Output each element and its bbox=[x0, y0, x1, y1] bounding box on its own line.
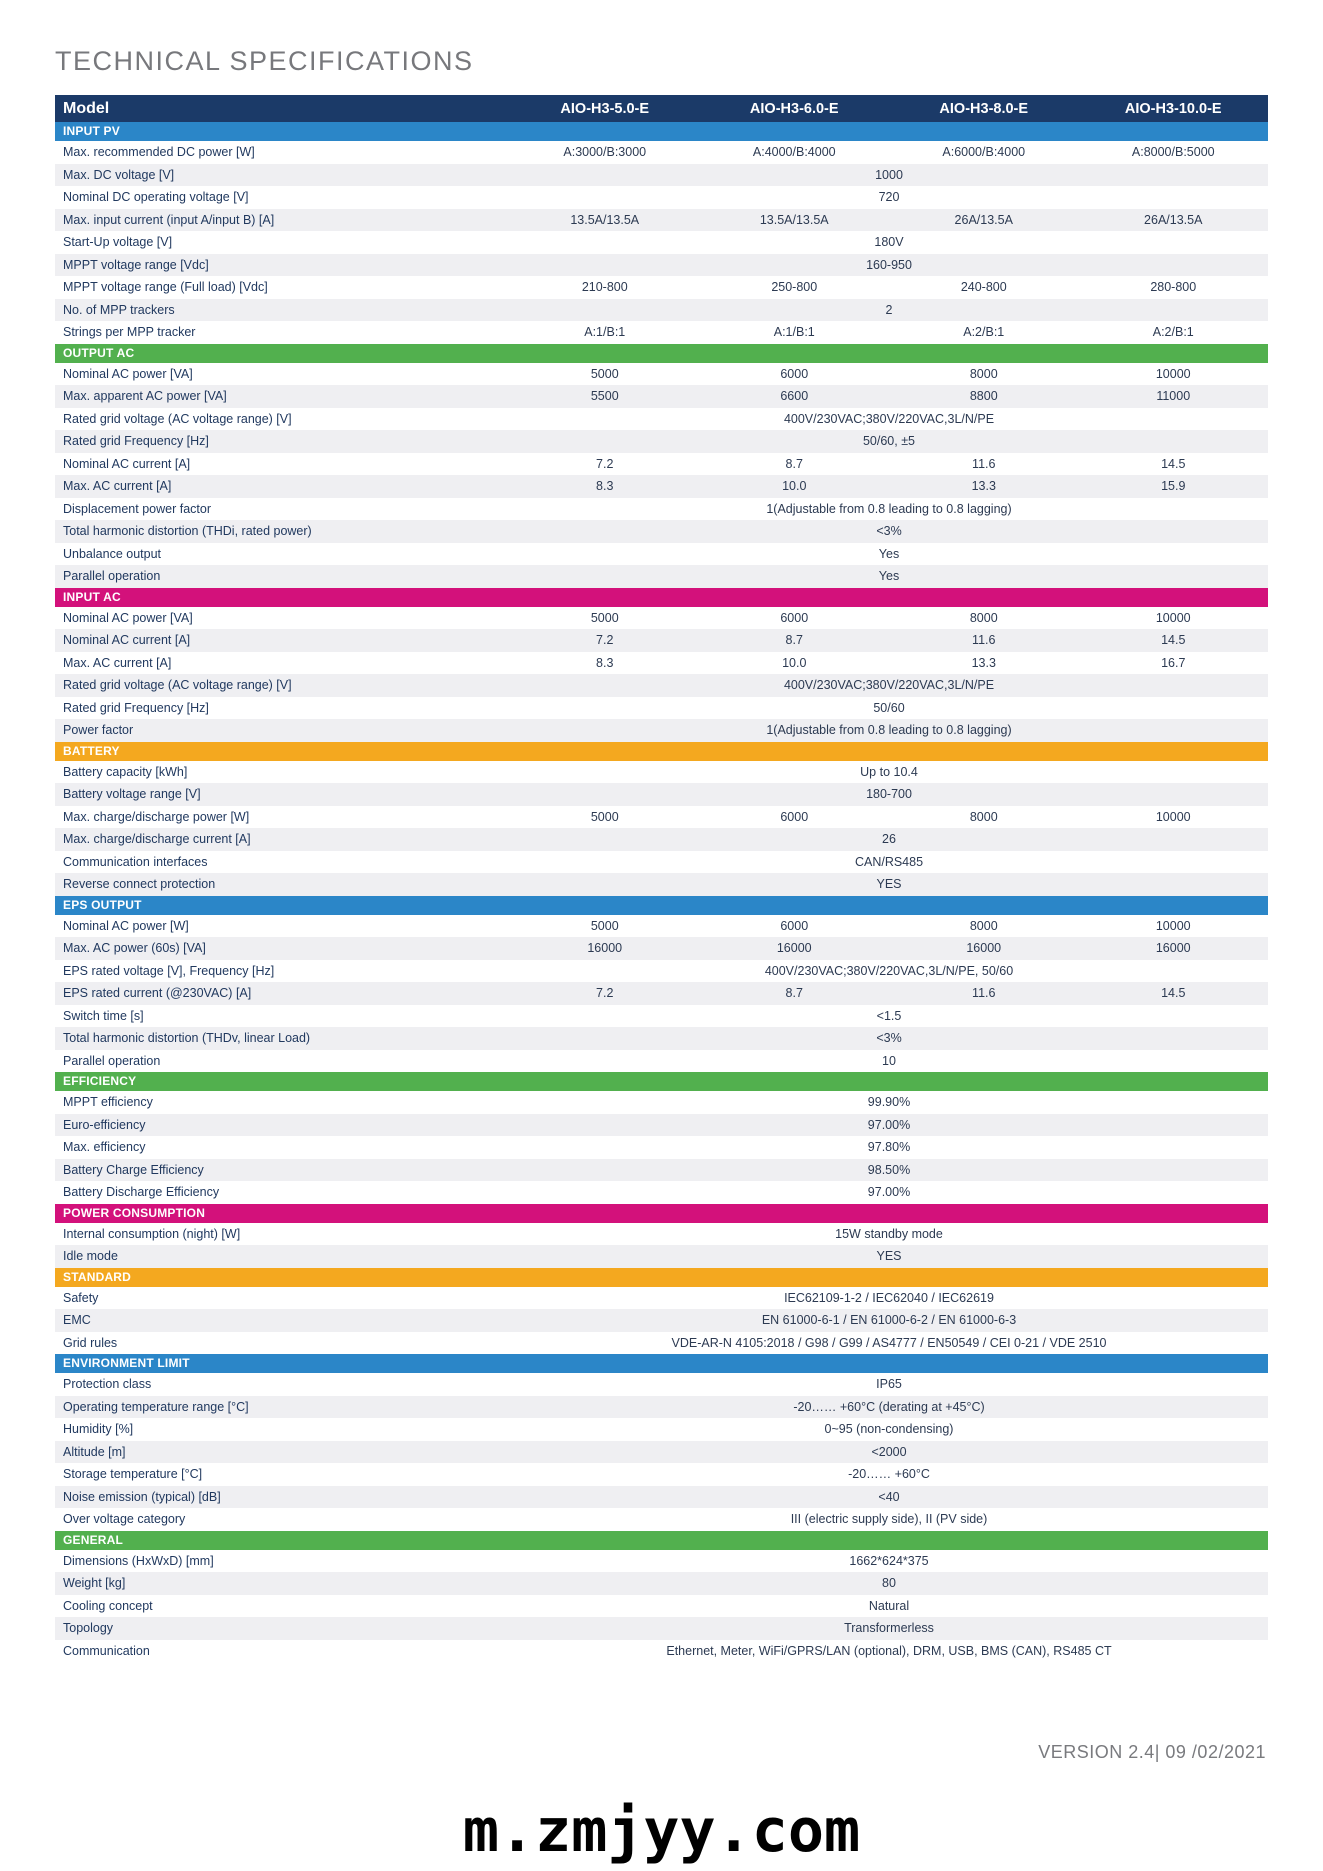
table-row bbox=[55, 1373, 1268, 1396]
row-merged-value: 400V/230VAC;380V/220VAC,3L/N/PE bbox=[783, 678, 995, 693]
row-label: Unbalance output bbox=[63, 546, 161, 561]
row-label: Rated grid voltage (AC voltage range) [V] bbox=[63, 678, 292, 693]
section-header-output-ac: OUTPUT AC bbox=[55, 344, 1268, 363]
table-row bbox=[55, 1617, 1268, 1640]
table-row bbox=[55, 719, 1268, 742]
row-merged-value: <3% bbox=[876, 524, 902, 539]
row-label: Communication interfaces bbox=[63, 854, 208, 869]
row-label: Humidity [%] bbox=[63, 1422, 134, 1437]
row-value: 26A/13.5A bbox=[1144, 212, 1203, 227]
row-label: Max. charge/discharge current [A] bbox=[63, 832, 251, 847]
table-row bbox=[55, 1136, 1268, 1159]
row-merged-value: Ethernet, Meter, WiFi/GPRS/LAN (optional), DRM, USB, BMS (CAN), RS485 CT bbox=[666, 1643, 1112, 1658]
section-header-eps-output: EPS OUTPUT bbox=[55, 896, 1268, 915]
row-label: Max. DC voltage [V] bbox=[63, 167, 175, 182]
table-row bbox=[55, 697, 1268, 720]
row-value: 14.5 bbox=[1161, 456, 1186, 471]
row-value: 5000 bbox=[590, 809, 619, 824]
table-row bbox=[55, 1550, 1268, 1573]
row-label: Displacement power factor bbox=[63, 501, 211, 516]
row-label: Max. efficiency bbox=[63, 1140, 146, 1155]
row-label: Idle mode bbox=[63, 1249, 118, 1264]
table-row bbox=[55, 1396, 1268, 1419]
version-text: VERSION 2.4| 09 /02/2021 bbox=[1038, 1742, 1266, 1762]
row-merged-value: 97.80% bbox=[867, 1140, 911, 1155]
section-header-power-consumption: POWER CONSUMPTION bbox=[55, 1204, 1268, 1223]
row-merged-value: <40 bbox=[878, 1489, 900, 1504]
table-row bbox=[55, 1027, 1268, 1050]
table-row bbox=[55, 164, 1268, 187]
row-label: Grid rules bbox=[63, 1335, 118, 1350]
row-values bbox=[510, 280, 1268, 294]
row-value: 5000 bbox=[590, 610, 619, 625]
row-values bbox=[510, 367, 1268, 381]
table-row bbox=[55, 209, 1268, 232]
row-label: Dimensions (HxWxD) [mm] bbox=[63, 1553, 214, 1568]
row-value: 11000 bbox=[1156, 389, 1191, 404]
row-merged-value: Natural bbox=[868, 1598, 910, 1613]
row-value: 10000 bbox=[1155, 610, 1191, 625]
row-label: Total harmonic distortion (THDi, rated power) bbox=[63, 524, 312, 539]
model-header-columns bbox=[510, 101, 1268, 117]
row-merged-value: 1(Adjustable from 0.8 leading to 0.8 lagging) bbox=[766, 723, 1012, 738]
row-value: 8000 bbox=[969, 610, 998, 625]
row-values bbox=[510, 457, 1268, 471]
row-label: Switch time [s] bbox=[63, 1008, 144, 1023]
table-row bbox=[55, 674, 1268, 697]
row-merged-value: VDE-AR-N 4105:2018 / G98 / G99 / AS4777 / EN50549 / CEI 0-21 / VDE 2510 bbox=[671, 1335, 1107, 1350]
row-value: A:2/B:1 bbox=[963, 325, 1005, 340]
table-row bbox=[55, 1159, 1268, 1182]
table-row bbox=[55, 1114, 1268, 1137]
table-row bbox=[55, 1595, 1268, 1618]
row-label: Rated grid voltage (AC voltage range) [V] bbox=[63, 411, 292, 426]
table-row bbox=[55, 1005, 1268, 1028]
row-merged-value: 0~95 (non-condensing) bbox=[824, 1422, 954, 1437]
row-value: 13.5A/13.5A bbox=[570, 212, 640, 227]
row-label: Battery Charge Efficiency bbox=[63, 1162, 204, 1177]
row-values bbox=[510, 389, 1268, 403]
row-value: A:6000/B:4000 bbox=[942, 145, 1026, 160]
table-row bbox=[55, 231, 1268, 254]
row-value: 8000 bbox=[969, 366, 998, 381]
table-row bbox=[55, 1441, 1268, 1464]
row-value: 10.0 bbox=[782, 655, 807, 670]
table-row bbox=[55, 430, 1268, 453]
table-row bbox=[55, 1640, 1268, 1663]
table-row bbox=[55, 806, 1268, 829]
table-row bbox=[55, 960, 1268, 983]
spec-table bbox=[55, 95, 1268, 1662]
row-label: Nominal DC operating voltage [V] bbox=[63, 190, 249, 205]
table-row bbox=[55, 141, 1268, 164]
table-row bbox=[55, 498, 1268, 521]
table-row bbox=[55, 873, 1268, 896]
table-row bbox=[55, 915, 1268, 938]
row-merged-value: 50/60, ±5 bbox=[862, 434, 916, 449]
model-header-row bbox=[55, 95, 1268, 122]
table-row bbox=[55, 520, 1268, 543]
row-label: Reverse connect protection bbox=[63, 877, 216, 892]
section-header-input-pv: INPUT PV bbox=[55, 122, 1268, 141]
table-row bbox=[55, 1486, 1268, 1509]
section-header-battery: BATTERY bbox=[55, 742, 1268, 761]
row-label: No. of MPP trackers bbox=[63, 302, 175, 317]
row-value: A:1/B:1 bbox=[584, 325, 626, 340]
row-value: 6000 bbox=[780, 610, 809, 625]
table-row bbox=[55, 565, 1268, 588]
table-row bbox=[55, 851, 1268, 874]
row-merged-value: 80 bbox=[882, 1576, 896, 1591]
row-merged-value: 15W standby mode bbox=[835, 1226, 943, 1241]
table-row bbox=[55, 475, 1268, 498]
row-label: EPS rated voltage [V], Frequency [Hz] bbox=[63, 963, 275, 978]
row-label: Weight [kg] bbox=[63, 1576, 126, 1591]
row-label: MPPT voltage range [Vdc] bbox=[63, 257, 209, 272]
table-row bbox=[55, 783, 1268, 806]
row-merged-value: 180-700 bbox=[866, 787, 912, 802]
table-row bbox=[55, 276, 1268, 299]
row-value: 8800 bbox=[969, 389, 998, 404]
table-row bbox=[55, 607, 1268, 630]
section-header-general: GENERAL bbox=[55, 1531, 1268, 1550]
row-merged-value: 160-950 bbox=[866, 257, 912, 272]
row-value: 5000 bbox=[590, 918, 619, 933]
row-merged-value: YES bbox=[876, 1249, 902, 1264]
table-row bbox=[55, 254, 1268, 277]
row-value: 10000 bbox=[1155, 809, 1191, 824]
row-value: 6600 bbox=[780, 389, 809, 404]
row-value: 14.5 bbox=[1161, 633, 1186, 648]
row-label: Euro-efficiency bbox=[63, 1117, 146, 1132]
row-label: Max. charge/discharge power [W] bbox=[63, 809, 250, 824]
row-value: 8000 bbox=[969, 809, 998, 824]
row-value: A:4000/B:4000 bbox=[752, 145, 836, 160]
table-row bbox=[55, 1181, 1268, 1204]
table-row bbox=[55, 828, 1268, 851]
row-label: Max. recommended DC power [W] bbox=[63, 145, 255, 160]
row-value: A:2/B:1 bbox=[1152, 325, 1194, 340]
row-label: Cooling concept bbox=[63, 1598, 153, 1613]
table-row bbox=[55, 937, 1268, 960]
table-row bbox=[55, 363, 1268, 386]
row-values bbox=[510, 656, 1268, 670]
spec-table-body bbox=[55, 122, 1268, 1662]
row-value: 210-800 bbox=[581, 280, 628, 295]
row-label: MPPT efficiency bbox=[63, 1095, 153, 1110]
row-value: A:1/B:1 bbox=[773, 325, 815, 340]
table-row bbox=[55, 982, 1268, 1005]
table-row bbox=[55, 321, 1268, 344]
section-header-input-ac: INPUT AC bbox=[55, 588, 1268, 607]
row-value: 11.6 bbox=[972, 986, 996, 1001]
row-value: 8.3 bbox=[596, 655, 614, 670]
row-merged-value: Yes bbox=[878, 569, 900, 584]
row-label: Nominal AC power [VA] bbox=[63, 610, 193, 625]
table-row bbox=[55, 385, 1268, 408]
row-label: Over voltage category bbox=[63, 1512, 186, 1527]
row-value: 10000 bbox=[1155, 918, 1191, 933]
row-merged-value: 180V bbox=[874, 235, 904, 250]
row-value: 8.3 bbox=[596, 479, 614, 494]
row-merged-value: -20…… +60°C (derating at +45°C) bbox=[793, 1399, 985, 1414]
row-label: EMC bbox=[63, 1313, 91, 1328]
row-label: Safety bbox=[63, 1290, 99, 1305]
row-value: 10.0 bbox=[782, 479, 807, 494]
row-merged-value: 1662*624*375 bbox=[849, 1553, 929, 1568]
model-column-header: AIO-H3-6.0-E bbox=[749, 100, 839, 117]
table-row bbox=[55, 453, 1268, 476]
row-value: 11.6 bbox=[972, 456, 996, 471]
model-header-label: Model bbox=[63, 99, 110, 117]
row-merged-value: <3% bbox=[876, 1031, 902, 1046]
table-row bbox=[55, 1572, 1268, 1595]
row-label: Nominal AC current [A] bbox=[63, 456, 191, 471]
row-value: 7.2 bbox=[596, 456, 614, 471]
table-row bbox=[55, 1091, 1268, 1114]
row-values bbox=[510, 325, 1268, 339]
table-row bbox=[55, 1309, 1268, 1332]
row-value: 8.7 bbox=[785, 633, 803, 648]
row-value: 240-800 bbox=[960, 280, 1007, 295]
row-merged-value: 26 bbox=[882, 832, 896, 847]
section-header-efficiency: EFFICIENCY bbox=[55, 1072, 1268, 1091]
row-value: 13.3 bbox=[971, 655, 996, 670]
row-label: Operating temperature range [°C] bbox=[63, 1399, 249, 1414]
row-values bbox=[510, 145, 1268, 159]
row-values bbox=[510, 611, 1268, 625]
row-merged-value: -20…… +60°C bbox=[848, 1467, 930, 1482]
row-merged-value: Transformerless bbox=[844, 1621, 934, 1636]
row-merged-value: IEC62109-1-2 / IEC62040 / IEC62619 bbox=[784, 1290, 994, 1305]
table-row bbox=[55, 761, 1268, 784]
row-value: 5000 bbox=[590, 366, 619, 381]
row-merged-value: Up to 10.4 bbox=[860, 764, 918, 779]
row-value: 6000 bbox=[780, 809, 809, 824]
row-label: MPPT voltage range (Full load) [Vdc] bbox=[63, 280, 268, 295]
row-label: Nominal AC power [W] bbox=[63, 918, 189, 933]
row-label: Communication bbox=[63, 1643, 150, 1658]
row-merged-value: 400V/230VAC;380V/220VAC,3L/N/PE bbox=[783, 411, 995, 426]
row-label: Topology bbox=[63, 1621, 114, 1636]
row-merged-value: 97.00% bbox=[867, 1117, 911, 1132]
row-label: Nominal AC power [VA] bbox=[63, 366, 193, 381]
row-label: Max. AC current [A] bbox=[63, 479, 172, 494]
table-row bbox=[55, 1245, 1268, 1268]
row-value: 26A/13.5A bbox=[954, 212, 1013, 227]
row-value: 6000 bbox=[780, 366, 809, 381]
model-column-header: AIO-H3-8.0-E bbox=[939, 100, 1029, 117]
table-row bbox=[55, 1287, 1268, 1310]
row-label: Battery capacity [kWh] bbox=[63, 764, 188, 779]
row-label: Altitude [m] bbox=[63, 1444, 126, 1459]
row-merged-value: 10 bbox=[882, 1053, 896, 1068]
table-row bbox=[55, 1332, 1268, 1355]
row-label: Nominal AC current [A] bbox=[63, 633, 191, 648]
row-values bbox=[510, 213, 1268, 227]
table-row bbox=[55, 1223, 1268, 1246]
table-row bbox=[55, 629, 1268, 652]
table-row bbox=[55, 543, 1268, 566]
table-row bbox=[55, 186, 1268, 209]
row-value: 6000 bbox=[780, 918, 809, 933]
row-merged-value: 720 bbox=[878, 190, 900, 205]
row-values bbox=[510, 919, 1268, 933]
row-value: 16000 bbox=[587, 941, 623, 956]
row-merged-value: <1.5 bbox=[876, 1008, 902, 1023]
table-row bbox=[55, 652, 1268, 675]
table-row bbox=[55, 299, 1268, 322]
row-merged-value: CAN/RS485 bbox=[854, 854, 924, 869]
row-label: Max. apparent AC power [VA] bbox=[63, 389, 227, 404]
watermark-text: m.zmjyy.com bbox=[462, 1796, 861, 1866]
row-label: Storage temperature [°C] bbox=[63, 1467, 203, 1482]
row-merged-value: <2000 bbox=[871, 1444, 907, 1459]
row-label: Strings per MPP tracker bbox=[63, 325, 196, 340]
row-label: Parallel operation bbox=[63, 569, 161, 584]
model-column-header: AIO-H3-10.0-E bbox=[1124, 100, 1222, 117]
row-value: 8.7 bbox=[785, 456, 803, 471]
table-row bbox=[55, 1050, 1268, 1073]
table-row bbox=[55, 1508, 1268, 1531]
row-value: 250-800 bbox=[771, 280, 818, 295]
row-value: 5500 bbox=[590, 389, 619, 404]
row-merged-value: YES bbox=[876, 877, 902, 892]
row-label: EPS rated current (@230VAC) [A] bbox=[63, 986, 252, 1001]
table-row bbox=[55, 1463, 1268, 1486]
model-column-header: AIO-H3-5.0-E bbox=[560, 100, 650, 117]
row-value: 7.2 bbox=[596, 633, 614, 648]
row-merged-value: 50/60 bbox=[873, 700, 905, 715]
table-row bbox=[55, 408, 1268, 431]
row-label: Max. AC current [A] bbox=[63, 655, 172, 670]
row-value: 8.7 bbox=[785, 986, 803, 1001]
row-label: Power factor bbox=[63, 723, 134, 738]
row-value: A:8000/B:5000 bbox=[1131, 145, 1215, 160]
row-values bbox=[510, 986, 1268, 1000]
row-merged-value: III (electric supply side), II (PV side) bbox=[790, 1512, 988, 1527]
row-label: Battery voltage range [V] bbox=[63, 787, 201, 802]
row-merged-value: 1000 bbox=[875, 167, 903, 182]
row-label: Max. input current (input A/input B) [A] bbox=[63, 212, 275, 227]
row-value: 11.6 bbox=[972, 633, 996, 648]
row-value: 10000 bbox=[1155, 366, 1191, 381]
row-label: Max. AC power (60s) [VA] bbox=[63, 941, 206, 956]
row-values bbox=[510, 810, 1268, 824]
section-header-standard: STANDARD bbox=[55, 1268, 1268, 1287]
row-merged-value: 2 bbox=[885, 302, 893, 317]
row-merged-value: 1(Adjustable from 0.8 leading to 0.8 lagging) bbox=[766, 501, 1012, 516]
row-label: Noise emission (typical) [dB] bbox=[63, 1489, 221, 1504]
row-values bbox=[510, 633, 1268, 647]
row-label: Start-Up voltage [V] bbox=[63, 235, 173, 250]
row-label: Protection class bbox=[63, 1377, 152, 1392]
row-merged-value: 98.50% bbox=[867, 1162, 911, 1177]
row-label: Rated grid Frequency [Hz] bbox=[63, 434, 209, 449]
row-value: 14.5 bbox=[1161, 986, 1186, 1001]
row-value: 16000 bbox=[966, 941, 1002, 956]
section-header-environment-limit: ENVIRONMENT LIMIT bbox=[55, 1354, 1268, 1373]
row-value: 280-800 bbox=[1150, 280, 1197, 295]
row-merged-value: 97.00% bbox=[867, 1185, 911, 1200]
row-value: 16000 bbox=[1155, 941, 1191, 956]
row-value: 16000 bbox=[776, 941, 812, 956]
row-merged-value: Yes bbox=[878, 546, 900, 561]
row-merged-value: EN 61000-6-1 / EN 61000-6-2 / EN 61000-6-3 bbox=[761, 1313, 1017, 1328]
row-merged-value: 400V/230VAC;380V/220VAC,3L/N/PE, 50/60 bbox=[764, 963, 1014, 978]
row-value: 15.9 bbox=[1161, 479, 1186, 494]
row-value: 13.5A/13.5A bbox=[759, 212, 829, 227]
row-value: 7.2 bbox=[596, 986, 614, 1001]
row-value: 8000 bbox=[969, 918, 998, 933]
table-row bbox=[55, 1418, 1268, 1441]
row-value: 13.3 bbox=[971, 479, 996, 494]
row-label: Total harmonic distortion (THDv, linear Load) bbox=[63, 1031, 311, 1046]
row-label: Internal consumption (night) [W] bbox=[63, 1226, 241, 1241]
page-title: TECHNICAL SPECIFICATIONS bbox=[55, 46, 474, 76]
row-values bbox=[510, 941, 1268, 955]
row-label: Battery Discharge Efficiency bbox=[63, 1185, 220, 1200]
row-value: A:3000/B:3000 bbox=[563, 145, 647, 160]
row-values bbox=[510, 479, 1268, 493]
row-label: Rated grid Frequency [Hz] bbox=[63, 700, 209, 715]
row-merged-value: 99.90% bbox=[867, 1095, 911, 1110]
row-merged-value: IP65 bbox=[876, 1377, 902, 1392]
row-value: 16.7 bbox=[1161, 655, 1186, 670]
row-label: Parallel operation bbox=[63, 1053, 161, 1068]
